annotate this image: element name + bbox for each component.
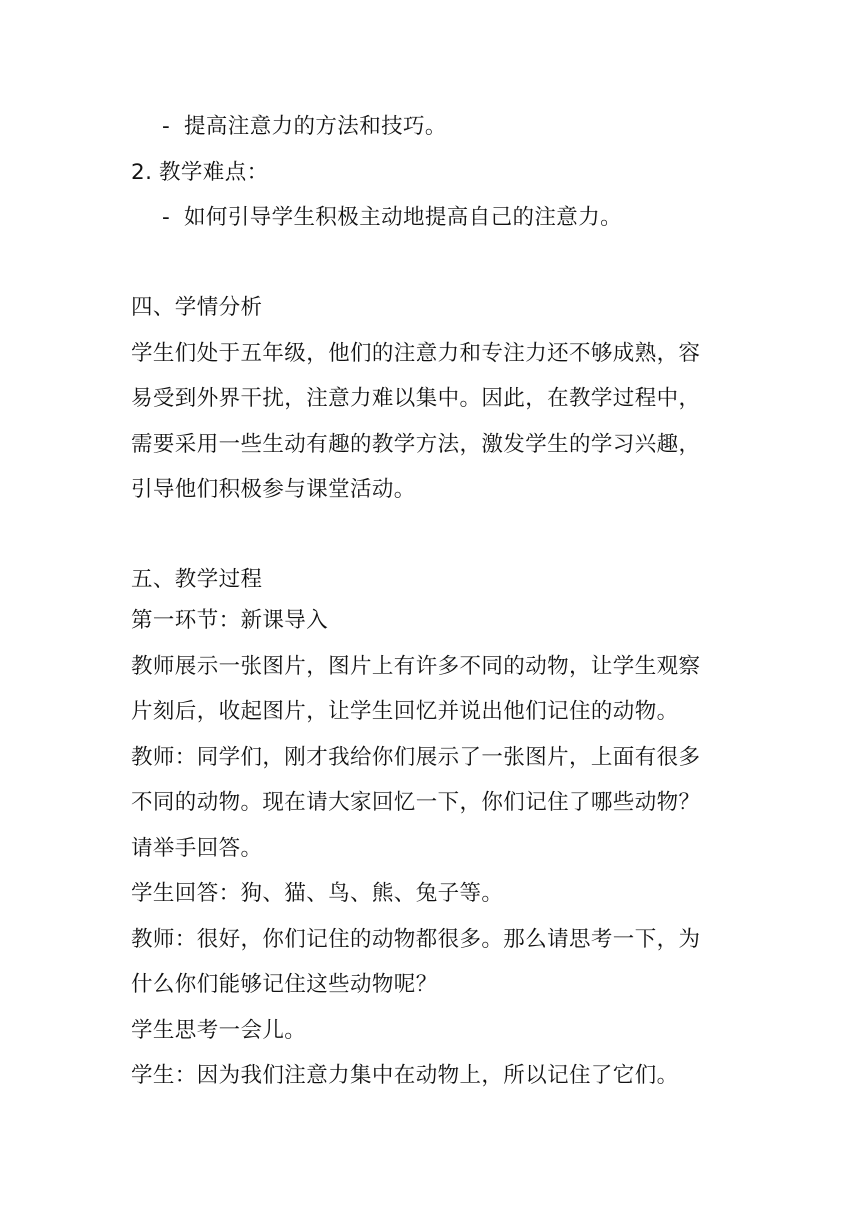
paragraph-line: 需要采用一些生动有趣的教学方法，激发学生的学习兴趣，: [131, 432, 701, 457]
paragraph-line: 引导他们积极参与课堂活动。: [131, 477, 416, 502]
paragraph-line: 教师展示一张图片，图片上有许多不同的动物，让学生观察: [131, 654, 701, 679]
dialogue-line: 教师：很好，你们记住的动物都很多。那么请思考一下，为: [131, 927, 701, 952]
subsection-heading: 第一环节：新课导入: [131, 608, 329, 633]
bullet-item: [162, 112, 447, 142]
numbered-item: [131, 158, 269, 188]
item-heading: 教学难点：: [159, 160, 269, 185]
dialogue-line: 学生回答：狗、猫、鸟、熊、兔子等。: [131, 881, 504, 906]
dialogue-line: 教师：同学们，刚才我给你们展示了一张图片，上面有很多: [131, 745, 701, 770]
dialogue-line: 学生思考一会儿。: [131, 1018, 307, 1043]
dialogue-line: 请举手回答。: [131, 836, 263, 861]
dialogue-line: 学生：因为我们注意力集中在动物上，所以记住了它们。: [131, 1063, 679, 1088]
paragraph-line: 学生们处于五年级，他们的注意力和专注力还不够成熟，容: [131, 341, 701, 366]
dialogue-line: 什么你们能够记住这些动物呢？: [131, 972, 438, 997]
section-heading: 四、学情分析: [131, 295, 263, 320]
bullet-dash: -: [162, 205, 171, 230]
bullet-dash: -: [162, 114, 171, 139]
section-heading: 五、教学过程: [131, 567, 263, 592]
paragraph-line: 片刻后，收起图片，让学生回忆并说出他们记住的动物。: [131, 699, 679, 724]
dialogue-line: 不同的动物。现在请大家回忆一下，你们记住了哪些动物？: [131, 790, 701, 815]
item-number: 2.: [131, 160, 153, 185]
paragraph-line: 易受到外界干扰，注意力难以集中。因此，在教学过程中，: [131, 386, 701, 411]
bullet-text: 如何引导学生积极主动地提高自己的注意力。: [184, 205, 623, 230]
bullet-item: [162, 203, 622, 233]
bullet-text: 提高注意力的方法和技巧。: [184, 114, 447, 139]
